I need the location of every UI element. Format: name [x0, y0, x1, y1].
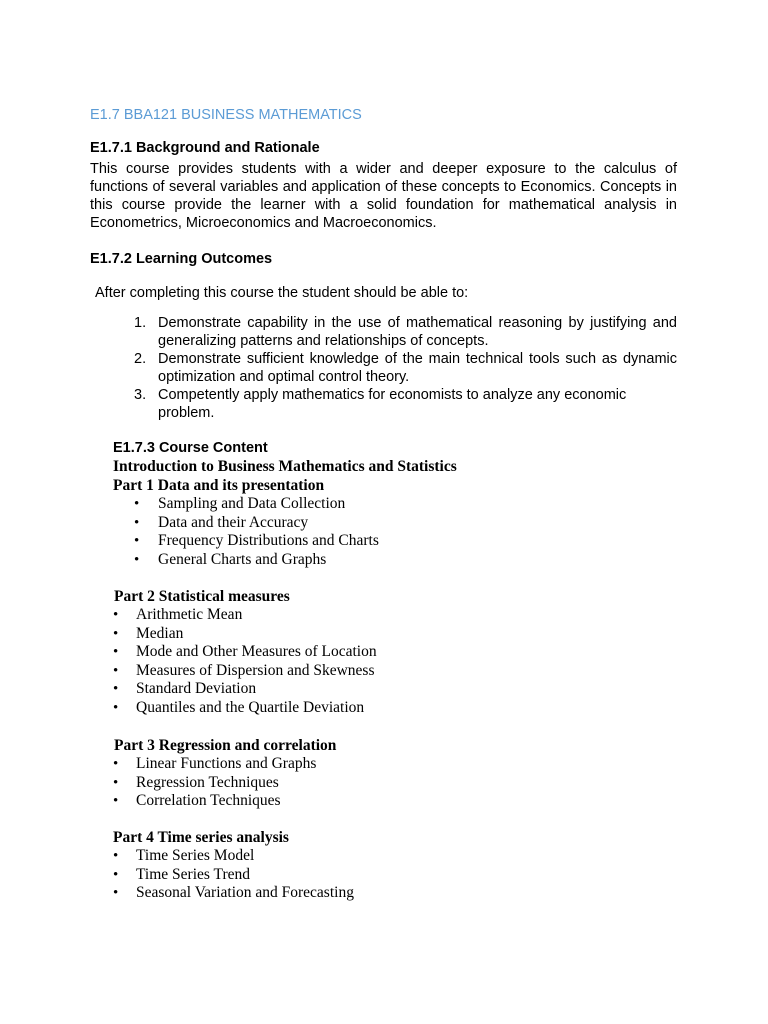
- bullet-icon: •: [113, 607, 119, 623]
- bullet-icon: •: [113, 662, 119, 679]
- list-item-text: Sampling and Data Collection: [158, 495, 346, 512]
- course-content-intro: Introduction to Business Mathematics and Statistics: [113, 458, 457, 475]
- part1-list: [134, 495, 379, 569]
- learning-outcomes-list: [134, 314, 677, 422]
- bullet-icon: •: [113, 699, 119, 716]
- part3-title: Part 3 Regression and correlation: [114, 737, 337, 754]
- list-item: [113, 606, 377, 625]
- list-number: 3.: [134, 387, 147, 403]
- list-item: [113, 773, 316, 793]
- list-item: [113, 865, 354, 885]
- part2-list: [113, 606, 377, 718]
- list-item: [134, 532, 379, 551]
- list-item-text: Quantiles and the Quartile Deviation: [136, 698, 365, 716]
- course-title: E1.7 BBA121 BUSINESS MATHEMATICS: [90, 107, 362, 123]
- list-number: 2.: [134, 351, 147, 367]
- list-item: [113, 624, 377, 644]
- list-item: [113, 792, 316, 811]
- list-item: [113, 661, 377, 681]
- list-item: [134, 550, 379, 570]
- bullet-icon: •: [113, 885, 119, 902]
- list-item-text: Time Series Model: [136, 847, 255, 864]
- list-item-text: Median: [136, 624, 184, 642]
- bullet-icon: •: [113, 756, 119, 772]
- list-item-text: Competently apply mathematics for economists to analyze any economic problem.: [158, 387, 627, 421]
- bullet-icon: •: [134, 496, 140, 512]
- list-item-text: Seasonal Variation and Forecasting: [136, 884, 354, 902]
- bullet-icon: •: [113, 625, 119, 642]
- bullet-icon: •: [134, 551, 140, 568]
- bullet-icon: •: [134, 533, 140, 550]
- list-item: [134, 350, 677, 386]
- list-item-text: Frequency Distributions and Charts: [158, 532, 379, 550]
- list-item-text: Linear Functions and Graphs: [136, 755, 317, 772]
- bullet-icon: •: [113, 793, 119, 810]
- bullet-icon: •: [113, 848, 119, 864]
- course-content-heading: E1.7.3 Course Content: [113, 440, 268, 456]
- part4-title: Part 4 Time series analysis: [113, 829, 289, 846]
- list-item-text: Demonstrate capability in the use of mathematical reasoning by justifying and generalizing patterns and relationships of concepts.: [158, 315, 677, 349]
- background-paragraph: This course provides students with a wider and deeper exposure to the calculus of functions of several variables and application of these concepts to Economics. Concepts in this course provide the learner with a solid foundation for mathematical analysis in Econometrics, Microeconomics and Macroeconomics.: [90, 161, 677, 231]
- learning-outcomes-intro: After completing this course the student should be able to:: [95, 285, 469, 301]
- list-item-text: Correlation Techniques: [136, 792, 281, 810]
- list-item: [134, 513, 379, 533]
- part4-list: [113, 847, 354, 903]
- part1-title: Part 1 Data and its presentation: [113, 477, 325, 494]
- list-item-text: Standard Deviation: [136, 680, 257, 698]
- part3-list: [113, 755, 317, 811]
- bullet-icon: •: [113, 644, 119, 661]
- list-item-text: Mode and Other Measures of Location: [136, 643, 377, 661]
- learning-outcomes-heading: E1.7.2 Learning Outcomes: [90, 251, 273, 267]
- part2-title: Part 2 Statistical measures: [114, 588, 290, 605]
- list-item-text: Arithmetic Mean: [136, 606, 243, 623]
- list-item: [113, 884, 354, 903]
- list-item: [134, 386, 677, 422]
- list-item: [113, 847, 354, 866]
- list-item: [113, 698, 377, 718]
- bullet-icon: •: [113, 681, 119, 698]
- list-item: [113, 680, 377, 699]
- bullet-icon: •: [113, 866, 119, 883]
- list-item: [134, 314, 677, 350]
- list-item: [113, 643, 377, 662]
- list-item-text: Time Series Trend: [136, 865, 250, 883]
- bullet-icon: •: [113, 774, 119, 791]
- list-item: [113, 755, 317, 774]
- list-item: [134, 495, 379, 514]
- list-number: 1.: [134, 315, 147, 331]
- list-item-text: General Charts and Graphs: [158, 550, 327, 568]
- background-heading: E1.7.1 Background and Rationale: [90, 140, 320, 156]
- bullet-icon: •: [134, 514, 140, 531]
- list-item-text: Measures of Dispersion and Skewness: [136, 661, 375, 679]
- list-item-text: Data and their Accuracy: [158, 513, 309, 531]
- list-item-text: Regression Techniques: [136, 773, 279, 791]
- list-item-text: Demonstrate sufficient knowledge of the main technical tools such as dynamic optimization and optimal control theory.: [158, 351, 677, 385]
